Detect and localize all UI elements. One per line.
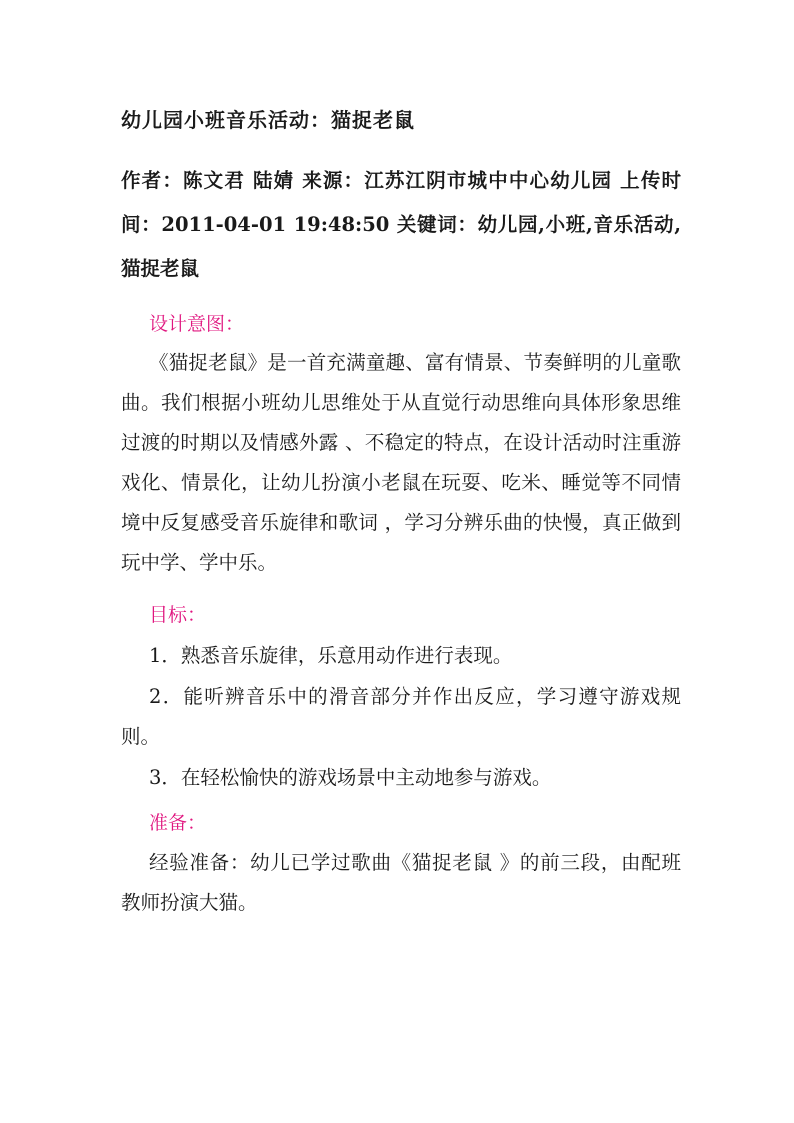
design-intent-heading: 设计意图： <box>149 313 245 335</box>
design-intent-body: 《猫捉老鼠》是一首充满童趣、富有情景、节奏鲜明的儿童歌曲。我们根据小班幼儿思维处于从直觉行动思维向具体形象思维过渡的时期以及情感外露 、不稳定的特点，在设计活动时注重游戏化、情景化，让幼儿扮演小老鼠在玩耍、吃米、睡觉等不同情境中反复感受音乐旋律和歌词 ，学习分辨乐曲的快慢，真正做到玩中学、学中乐。 <box>121 351 681 574</box>
preparation-heading: 准备： <box>149 812 207 834</box>
article-meta: 作者：陈文君 陆婧 来源：江苏江阴市城中中心幼儿园 上传时间：2011-04-01 19:48:50 关键词：幼儿园,小班,音乐活动,猫捉老鼠 <box>121 169 681 280</box>
goals-heading: 目标： <box>149 604 207 626</box>
goal-item-3: 3．在轻松愉快的游戏场景中主动地参与游戏。 <box>149 766 552 789</box>
document-title: 幼儿园小班音乐活动：猫捉老鼠 <box>121 108 415 132</box>
goal-item-2: 2．能听辨音乐中的滑音部分并作出反应，学习遵守游戏规则。 <box>121 685 681 748</box>
goal-item-1: 1．熟悉音乐旋律，乐意用动作进行表现。 <box>149 644 513 667</box>
preparation-body: 经验准备：幼儿已学过歌曲《猫捉老鼠 》的前三段，由配班教师扮演大猫。 <box>121 851 681 914</box>
